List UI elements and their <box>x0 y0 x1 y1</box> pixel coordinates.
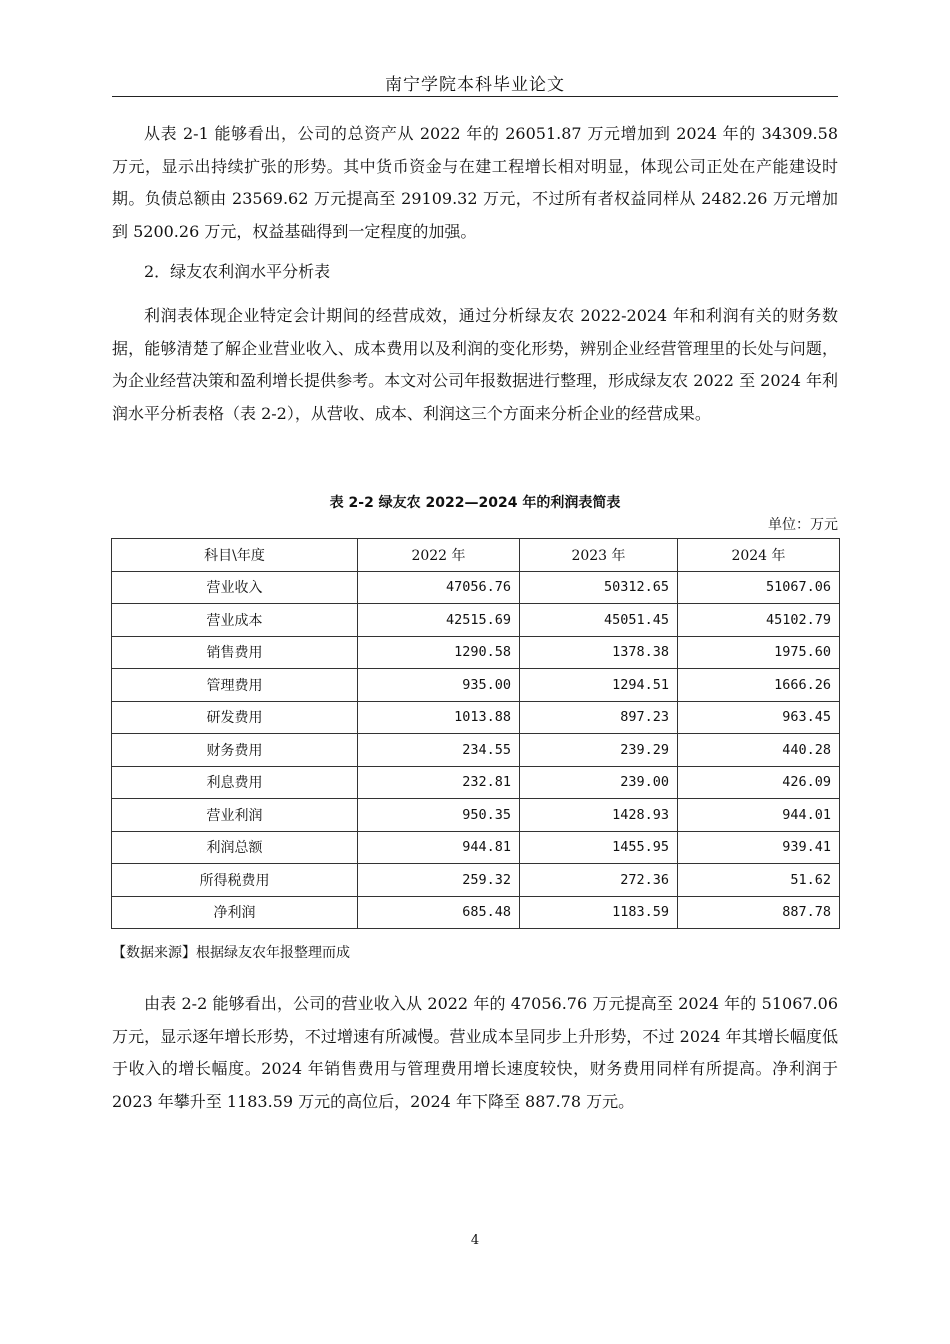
table-row <box>112 636 840 669</box>
table-row <box>112 831 840 864</box>
cell-value: 426.09 <box>678 766 840 799</box>
table-header-row <box>112 539 840 572</box>
cell-value: 944.81 <box>358 831 520 864</box>
cell-value: 897.23 <box>520 701 678 734</box>
row-label: 利息费用 <box>112 766 358 799</box>
profit-statement-table <box>111 538 840 929</box>
header-divider <box>112 96 838 97</box>
row-label: 营业成本 <box>112 604 358 637</box>
table-row <box>112 604 840 637</box>
page-header-title: 南宁学院本科毕业论文 <box>385 75 565 95</box>
cell-value: 234.55 <box>358 734 520 767</box>
paragraph-profit-analysis: 由表 2-2 能够看出，公司的营业收入从 2022 年的 47056.76 万元提高至 2024 年的 51067.06 万元，显示逐年增长形势，不过增速有所减慢。营业成本呈同步上升形势，不过 2024 年其增长幅度低于收入的增长幅度。2024 年销售费用与管理费用增长速度较快，财务费用同样有所提高。净利润于 2023 年攀升至 1183.59 万元的高位后，2024 年下降至 887.78 万元。 <box>112 994 838 1111</box>
paragraph-profit-intro: 利润表体现企业特定会计期间的经营成效，通过分析绿友农 2022-2024 年和利润有关的财务数据，能够清楚了解企业营业收入、成本费用以及利润的变化形势，辨别企业经营管理里的长处与问题，为企业经营决策和盈利增长提供参考。本文对公司年报数据进行整理，形成绿友农 2022 至 2024 年利润水平分析表格（表 2-2），从营收、成本、利润这三个方面来分析企业的经营成果。 <box>112 306 838 423</box>
cell-value: 1183.59 <box>520 896 678 929</box>
cell-value: 935.00 <box>358 669 520 702</box>
row-label: 净利润 <box>112 896 358 929</box>
cell-value: 887.78 <box>678 896 840 929</box>
table-caption: 表 2-2 绿友农 2022—2024 年的利润表简表 <box>329 495 621 511</box>
section-heading: 2．绿友农利润水平分析表 <box>144 262 331 281</box>
cell-value: 939.41 <box>678 831 840 864</box>
cell-value: 50312.65 <box>520 571 678 604</box>
table-header-cell: 2023 年 <box>520 539 678 572</box>
cell-value: 1294.51 <box>520 669 678 702</box>
cell-value: 1455.95 <box>520 831 678 864</box>
row-label: 营业利润 <box>112 799 358 832</box>
cell-value: 239.00 <box>520 766 678 799</box>
cell-value: 1378.38 <box>520 636 678 669</box>
table-row <box>112 864 840 897</box>
row-label: 营业收入 <box>112 571 358 604</box>
table-row <box>112 896 840 929</box>
row-label: 利润总额 <box>112 831 358 864</box>
page-number: 4 <box>470 1233 480 1248</box>
table-data-source: 【数据来源】根据绿友农年报整理而成 <box>112 945 350 961</box>
cell-value: 47056.76 <box>358 571 520 604</box>
cell-value: 1290.58 <box>358 636 520 669</box>
table-row <box>112 766 840 799</box>
cell-value: 1666.26 <box>678 669 840 702</box>
table-row <box>112 701 840 734</box>
cell-value: 259.32 <box>358 864 520 897</box>
table-row <box>112 734 840 767</box>
row-label: 研发费用 <box>112 701 358 734</box>
cell-value: 963.45 <box>678 701 840 734</box>
table-row <box>112 669 840 702</box>
cell-value: 1013.88 <box>358 701 520 734</box>
paragraph-balance-analysis: 从表 2-1 能够看出，公司的总资产从 2022 年的 26051.87 万元增加到 2024 年的 34309.58 万元，显示出持续扩张的形势。其中货币资金与在建工程增长相对明显，体现公司正处在产能建设时期。负债总额由 23569.62 万元提高至 29109.32 万元，不过所有者权益同样从 2482.26 万元增加到 5200.26 万元，权益基础得到一定程度的加强。 <box>112 124 838 241</box>
cell-value: 1975.60 <box>678 636 840 669</box>
table-header-cell: 科目\年度 <box>112 539 358 572</box>
cell-value: 440.28 <box>678 734 840 767</box>
table-row <box>112 571 840 604</box>
cell-value: 239.29 <box>520 734 678 767</box>
table-header-cell: 2022 年 <box>358 539 520 572</box>
row-label: 管理费用 <box>112 669 358 702</box>
row-label: 所得税费用 <box>112 864 358 897</box>
cell-value: 272.36 <box>520 864 678 897</box>
cell-value: 950.35 <box>358 799 520 832</box>
table-unit-label: 单位：万元 <box>768 517 838 533</box>
table-row <box>112 799 840 832</box>
cell-value: 944.01 <box>678 799 840 832</box>
cell-value: 51.62 <box>678 864 840 897</box>
cell-value: 42515.69 <box>358 604 520 637</box>
cell-value: 685.48 <box>358 896 520 929</box>
row-label: 财务费用 <box>112 734 358 767</box>
row-label: 销售费用 <box>112 636 358 669</box>
cell-value: 232.81 <box>358 766 520 799</box>
cell-value: 51067.06 <box>678 571 840 604</box>
cell-value: 45051.45 <box>520 604 678 637</box>
table-header-cell: 2024 年 <box>678 539 840 572</box>
cell-value: 1428.93 <box>520 799 678 832</box>
cell-value: 45102.79 <box>678 604 840 637</box>
